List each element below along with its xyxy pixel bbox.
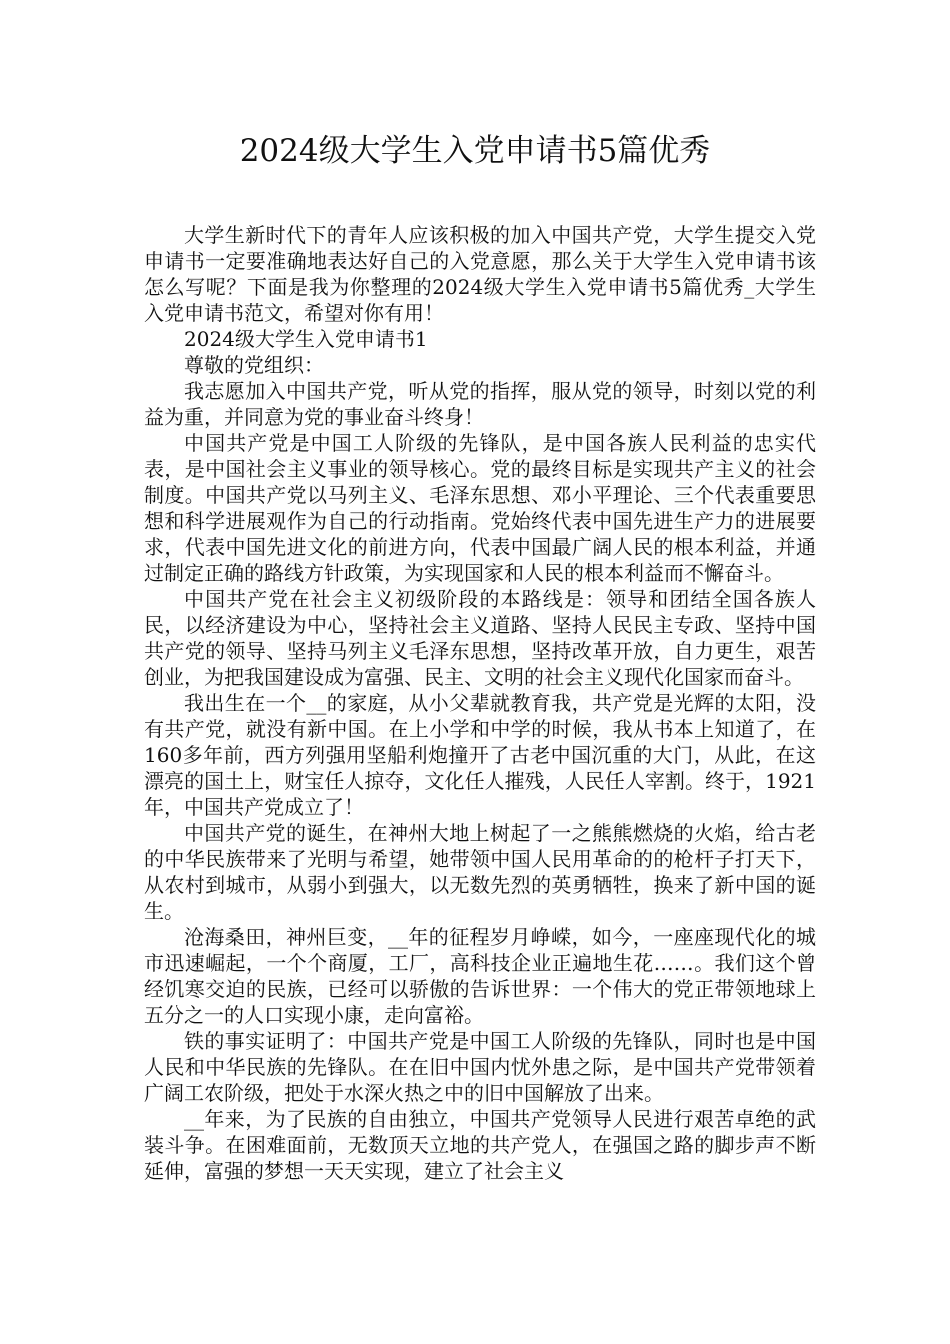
body-paragraph: 我出生在一个__的家庭，从小父辈就教育我，共产党是光辉的太阳，没有共产党，就没有新中国。在上小学和中学的时候，我从书本上知道了，在160多年前，西方列强用坚船利炮撞开了古老中国沉重的大门，从此，在这漂亮的国土上，财宝任人掠夺，文化任人摧残，人民任人宰割。终于，1921年，中国共产党成立了！ [144,691,816,819]
body-paragraph: __年来，为了民族的自由独立，中国共产党领导人民进行艰苦卓绝的武装斗争。在困难面前，无数顶天立地的共产党人，在强国之路的脚步声不断延伸，富强的梦想一天天实现，建立了社会主义 [144,1107,816,1183]
intro-paragraph: 大学生新时代下的青年人应该积极的加入中国共产党，大学生提交入党申请书一定要准确地表达好自己的入党意愿，那么关于大学生入党申请书该怎么写呢？下面是我为你整理的2024级大学生入党申请书5篇优秀_大学生入党申请书范文，希望对你有用！ [144,223,816,325]
body-paragraph: 沧海桑田，神州巨变，__年的征程岁月峥嵘，如今，一座座现代化的城市迅速崛起，一个个商厦，工厂，高科技企业正遍地生花……。我们这个曾经饥寒交迫的民族，已经可以骄傲的告诉世界：一个伟大的党正带领地球上五分之一的人口实现小康，走向富裕。 [144,925,816,1027]
body-paragraph: 我志愿加入中国共产党，听从党的指挥，服从党的领导，时刻以党的利益为重，并同意为党的事业奋斗终身！ [144,379,816,429]
body-paragraph: 中国共产党在社会主义初级阶段的本路线是：领导和团结全国各族人民，以经济建设为中心，坚持社会主义道路、坚持人民民主专政、坚持中国共产党的领导、坚持马列主义毛泽东思想，坚持改革开放，自力更生，艰苦创业，为把我国建设成为富强、民主、文明的社会主义现代化国家而奋斗。 [144,587,816,689]
body-paragraph: 中国共产党是中国工人阶级的先锋队，是中国各族人民利益的忠实代表，是中国社会主义事业的领导核心。党的最终目标是实现共产主义的社会制度。中国共产党以马列主义、毛泽东思想、邓小平理论、三个代表重要思想和科学进展观作为自己的行动指南。党始终代表中国先进生产力的进展要求，代表中国先进文化的前进方向，代表中国最广阔人民的根本利益，并通过制定正确的路线方针政策，为实现国家和人民的根本利益而不懈奋斗。 [144,431,816,585]
salutation: 尊敬的党组织： [184,353,324,377]
document-body [144,222,816,1184]
body-paragraph: 中国共产党的诞生，在神州大地上树起了一之熊熊燃烧的火焰，给古老的中华民族带来了光明与希望，她带领中国人民用革命的的枪杆子打天下，从农村到城市，从弱小到强大，以无数先烈的英勇牺牲，换来了新中国的诞生。 [144,821,816,923]
document-title: 2024级大学生入党申请书5篇优秀 [239,133,711,169]
body-paragraph: 铁的事实证明了：中国共产党是中国工人阶级的先锋队，同时也是中国人民和中华民族的先锋队。在在旧中国内忧外患之际，是中国共产党带领着广阔工农阶级，把处于水深火热之中的旧中国解放了出来。 [144,1029,816,1105]
section-heading: 2024级大学生入党申请书1 [184,327,428,351]
